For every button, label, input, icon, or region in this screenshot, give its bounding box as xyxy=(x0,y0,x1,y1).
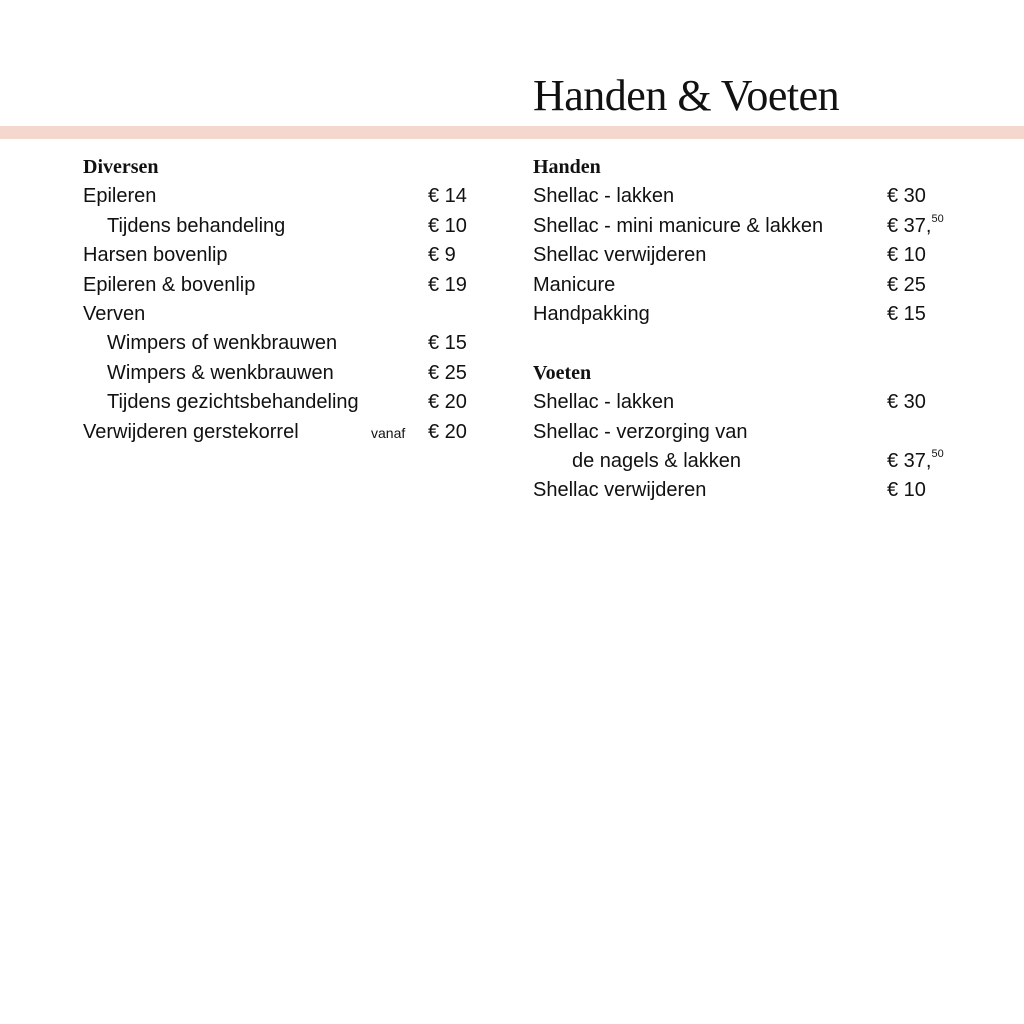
section-heading-voeten: Voeten xyxy=(533,361,592,384)
price-row xyxy=(533,212,973,241)
item-name: Shellac - lakken xyxy=(533,185,675,208)
item-price: € 10 xyxy=(887,244,926,267)
item-price: € 9 xyxy=(428,244,456,267)
price-row xyxy=(83,212,503,241)
section-spacer xyxy=(533,329,973,358)
price-row xyxy=(533,476,973,505)
price-row xyxy=(533,418,973,447)
item-price: € 10 xyxy=(428,214,467,237)
item-name: Tijdens gezichtsbehandeling xyxy=(107,391,359,414)
item-price: € 20 xyxy=(428,391,467,414)
section-heading-diversen: Diversen xyxy=(83,156,159,178)
item-price: € 15 xyxy=(428,332,467,355)
item-price: € 30 xyxy=(887,391,926,414)
price-row xyxy=(533,241,973,270)
price-row xyxy=(533,388,973,417)
price-cents: 50 xyxy=(931,212,944,225)
price-row xyxy=(83,418,503,447)
price-row xyxy=(533,271,973,300)
section-heading-handen: Handen xyxy=(533,156,601,178)
price-row xyxy=(83,388,503,417)
item-name: Epileren xyxy=(83,185,157,208)
item-price xyxy=(887,212,944,241)
price-row xyxy=(83,241,503,270)
item-price: € 19 xyxy=(428,273,467,296)
item-price: € 14 xyxy=(428,185,467,208)
item-name: Manicure xyxy=(533,273,616,296)
item-name: Wimpers & wenkbrauwen xyxy=(107,361,334,384)
item-price xyxy=(887,447,944,476)
price-row xyxy=(83,329,503,358)
item-name: Handpakking xyxy=(533,302,650,325)
item-name: Shellac - verzorging van xyxy=(533,420,748,443)
item-price: € 10 xyxy=(887,479,926,502)
item-name: Wimpers of wenkbrauwen xyxy=(107,332,338,355)
item-price: € 20 xyxy=(428,420,467,443)
handen-section xyxy=(533,153,973,329)
item-price: € 30 xyxy=(887,185,926,208)
price-row xyxy=(533,300,973,329)
price-row xyxy=(533,447,973,476)
item-name: Epileren & bovenlip xyxy=(83,273,256,296)
page-title: Handen & Voeten xyxy=(533,71,840,120)
price-row xyxy=(533,182,973,211)
price-row xyxy=(83,300,503,329)
diversen-section xyxy=(83,153,503,447)
item-name: Shellac - mini manicure & lakken xyxy=(533,214,824,237)
price-prefix: vanaf xyxy=(371,424,406,441)
item-price: € 15 xyxy=(887,302,926,325)
item-name: Shellac - lakken xyxy=(533,391,675,414)
price-main: € 37, xyxy=(887,449,932,472)
price-main: € 37, xyxy=(887,214,932,237)
item-name: Verven xyxy=(83,302,146,325)
price-row xyxy=(83,271,503,300)
item-price: € 25 xyxy=(428,361,467,384)
item-price: € 25 xyxy=(887,273,926,296)
price-row xyxy=(83,182,503,211)
price-cents: 50 xyxy=(931,447,944,460)
item-name: Verwijderen gerstekorrel xyxy=(83,420,299,443)
accent-band xyxy=(0,126,1024,139)
item-name: de nagels & lakken xyxy=(572,449,742,472)
item-name: Harsen bovenlip xyxy=(83,244,228,267)
item-name: Shellac verwijderen xyxy=(533,479,707,502)
item-name: Tijdens behandeling xyxy=(107,214,286,237)
price-row xyxy=(83,359,503,388)
voeten-section xyxy=(533,359,973,506)
item-name: Shellac verwijderen xyxy=(533,244,707,267)
handen-voeten-column xyxy=(533,153,973,506)
